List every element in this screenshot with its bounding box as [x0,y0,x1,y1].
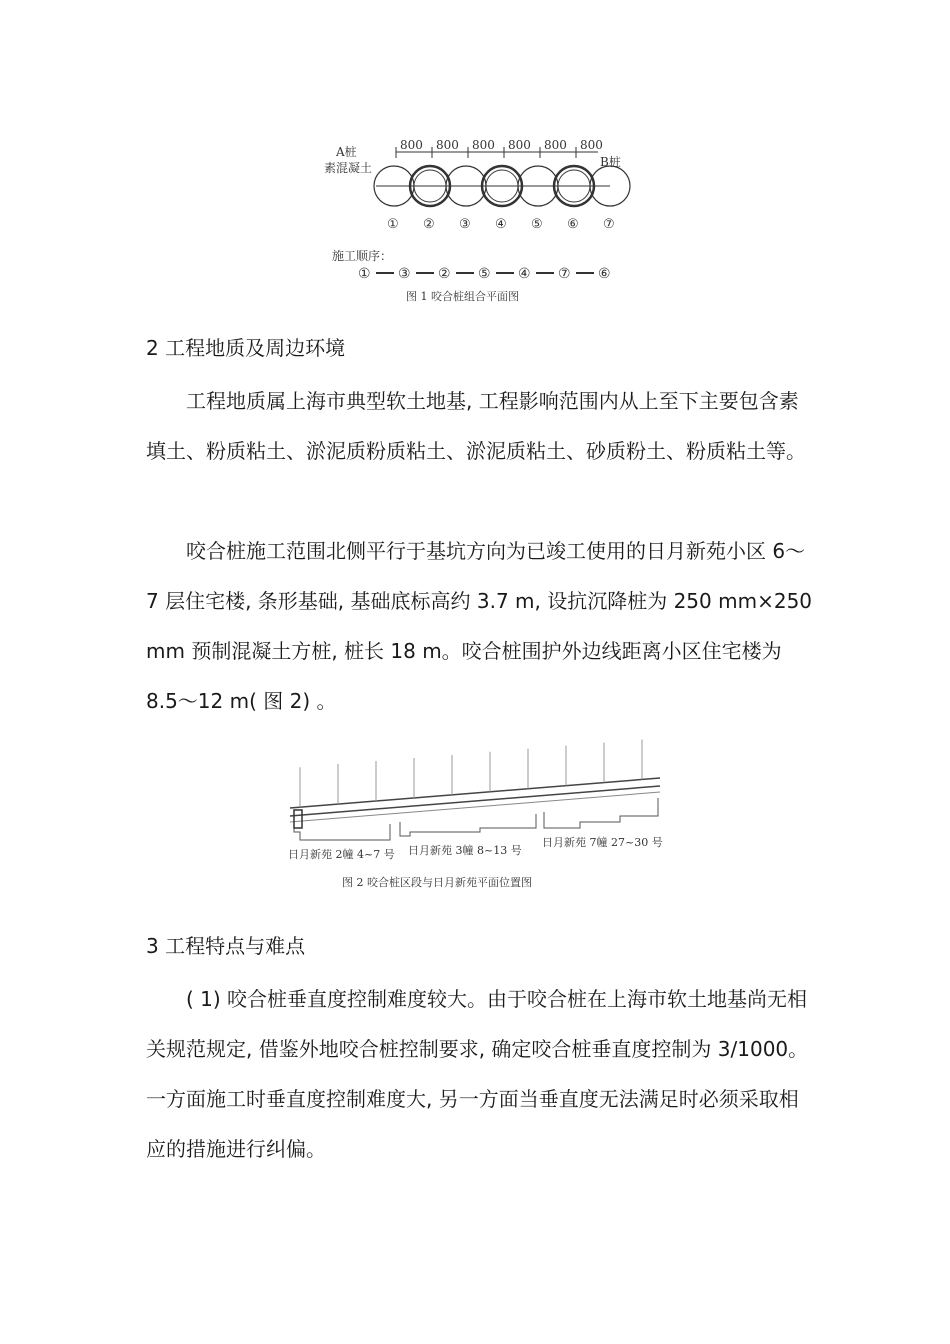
sequence-label: 施工顺序： [332,249,393,263]
section-2-paragraph-2: 咬合桩施工范围北侧平行于基坑方向为已竣工使用的日月新苑小区 6～7 层住宅楼, 条形基础, 基础底标高约 3.7 m, 设抗沉降桩为 250 mm×250 mm 预制混凝土方桩, 桩长 18 m。咬合桩围护外边线距离小区住宅楼为 8.5～12 m( 图 2) 。 [146,539,813,713]
sequence-step: ② [438,266,451,282]
pile-number: ① [387,217,399,232]
figure-1-drawing [310,128,640,308]
figure-2-caption: 图 2 咬合桩区段与日月新苑平面位置图 [342,876,532,889]
pile-number: ⑥ [567,217,579,232]
figure-2 [280,728,665,896]
building-label-2: 日月新苑 2幢 4~7 号 [288,848,395,861]
pile-number: ⑤ [531,217,543,232]
dimension-label: 800 [436,138,459,152]
pile-number: ③ [459,217,471,232]
sequence-step: ⑥ [598,266,611,282]
sequence-step: ③ [398,266,411,282]
dimension-label: 800 [580,138,603,152]
sequence-step: ④ [518,266,531,282]
label-plain-concrete: 素混凝土 [324,161,373,175]
label-a-pile: A桩 [336,145,357,159]
section-2-heading: 2 工程地质及周边环境 [146,336,346,360]
sequence-step: ⑤ [478,266,491,282]
dimension-label: 800 [472,138,495,152]
figure-1 [310,128,640,308]
dimension-label: 800 [544,138,567,152]
label-b-pile: B桩 [600,155,621,169]
pile-number: ⑦ [603,217,615,232]
building-label-7: 日月新苑 7幢 27~30 号 [542,836,663,849]
figure-1-caption: 图 1 咬合桩组合平面图 [406,290,519,303]
section-3-heading: 3 工程特点与难点 [146,934,306,958]
sequence-step: ⑦ [558,266,571,282]
sequence-step: ① [358,266,371,282]
dimension-label: 800 [508,138,531,152]
pile-number: ② [423,217,435,232]
pile-number: ④ [495,217,507,232]
building-label-3: 日月新苑 3幢 8~13 号 [408,844,522,857]
figure-2-drawing [280,728,665,896]
section-2-paragraph-1: 工程地质属上海市典型软土地基, 工程影响范围内从上至下主要包含素填土、粉质粘土、淤泥质粉质粘土、淤泥质粘土、砂质粉土、粉质粘土等。 [146,389,806,463]
section-3-paragraph-1: ( 1) 咬合桩垂直度控制难度较大。由于咬合桩在上海市软土地基尚无相关规范规定, 借鉴外地咬合桩控制要求, 确定咬合桩垂直度控制为 3/1000。一方面施工时垂直度控制难度大, 另一方面当垂直度无法满足时必须采取相应的措施进行纠偏。 [146,987,809,1161]
dimension-label: 800 [400,138,423,152]
